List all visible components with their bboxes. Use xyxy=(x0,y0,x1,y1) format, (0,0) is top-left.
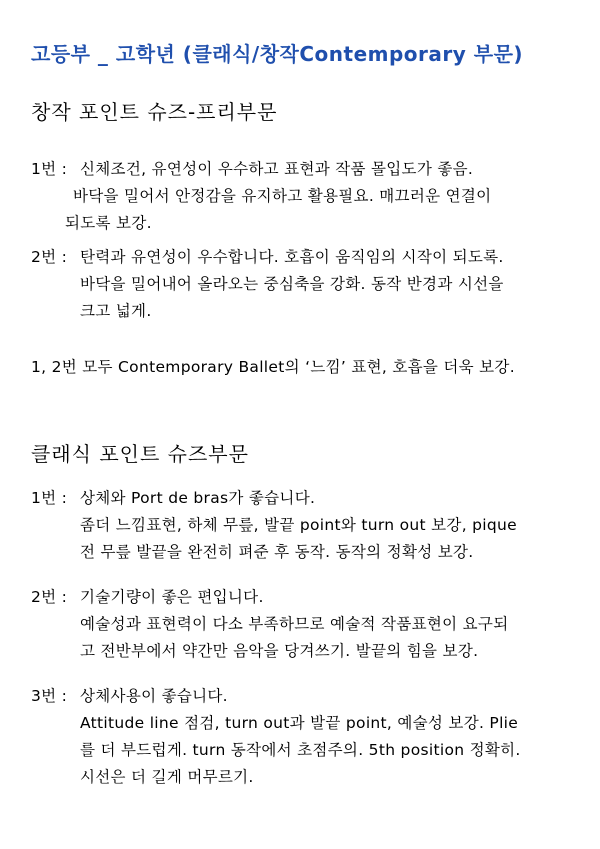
classic-item2-line3: 고 전반부에서 약간만 음악을 당겨쓰기. 발끝의 힘을 보강. xyxy=(80,642,479,660)
creative-item1-line3: 되도록 보강. xyxy=(65,214,152,232)
classic-item1-line3: 전 무릎 발끝을 완전히 펴준 후 동작. 동작의 정확성 보강. xyxy=(80,543,474,561)
classic-item2-line2: 예술성과 표현력이 다소 부족하므로 예술적 작품표현이 요구되 xyxy=(80,615,509,633)
classic-item2-line1: 기술기량이 좋은 편입니다. xyxy=(80,588,264,606)
creative-item1-label: 1번 : xyxy=(31,160,68,178)
classic-item1-label: 1번 : xyxy=(31,489,68,507)
page-title: 고등부 _ 고학년 (클래식/창작Contemporary 부문) xyxy=(31,42,524,66)
classic-item3-line2: Attitude line 점검, turn out과 발끝 point, 예술성 보강. Plie xyxy=(80,714,519,732)
classic-item3-line3: 를 더 부드럽게. turn 동작에서 초점주의. 5th position 정확히. xyxy=(80,741,521,759)
classic-item2-label: 2번 : xyxy=(31,588,68,606)
creative-item2-line1: 탄력과 유연성이 우수합니다. 호흡이 움직임의 시작이 되도록. xyxy=(80,248,504,266)
section-heading-classic: 클래식 포인트 슈즈부문 xyxy=(31,442,249,466)
classic-item1-line2: 좀더 느낌표현, 하체 무릎, 발끝 point와 turn out 보강, pique xyxy=(80,516,518,534)
classic-item3-line1: 상체사용이 좋습니다. xyxy=(80,687,228,705)
creative-item1-line2: 바닥을 밀어서 안정감을 유지하고 활용필요. 매끄러운 연결이 xyxy=(73,187,492,205)
creative-item2-line2: 바닥을 밀어내어 올라오는 중심축을 강화. 동작 반경과 시선을 xyxy=(80,275,504,293)
creative-item2-label: 2번 : xyxy=(31,248,68,266)
classic-item1-line1: 상체와 Port de bras가 좋습니다. xyxy=(80,489,316,507)
creative-item1-line1: 신체조건, 유연성이 우수하고 표현과 작품 몰입도가 좋음. xyxy=(80,160,474,178)
classic-item3-label: 3번 : xyxy=(31,687,68,705)
creative-item2-line3: 크고 넓게. xyxy=(80,302,152,320)
section-heading-creative: 창작 포인트 슈즈-프리부문 xyxy=(31,100,278,124)
classic-item3-line4: 시선은 더 길게 머무르기. xyxy=(80,768,254,786)
creative-note: 1, 2번 모두 Contemporary Ballet의 ‘느낌’ 표현, 호흡을 더욱 보강. xyxy=(31,358,515,376)
